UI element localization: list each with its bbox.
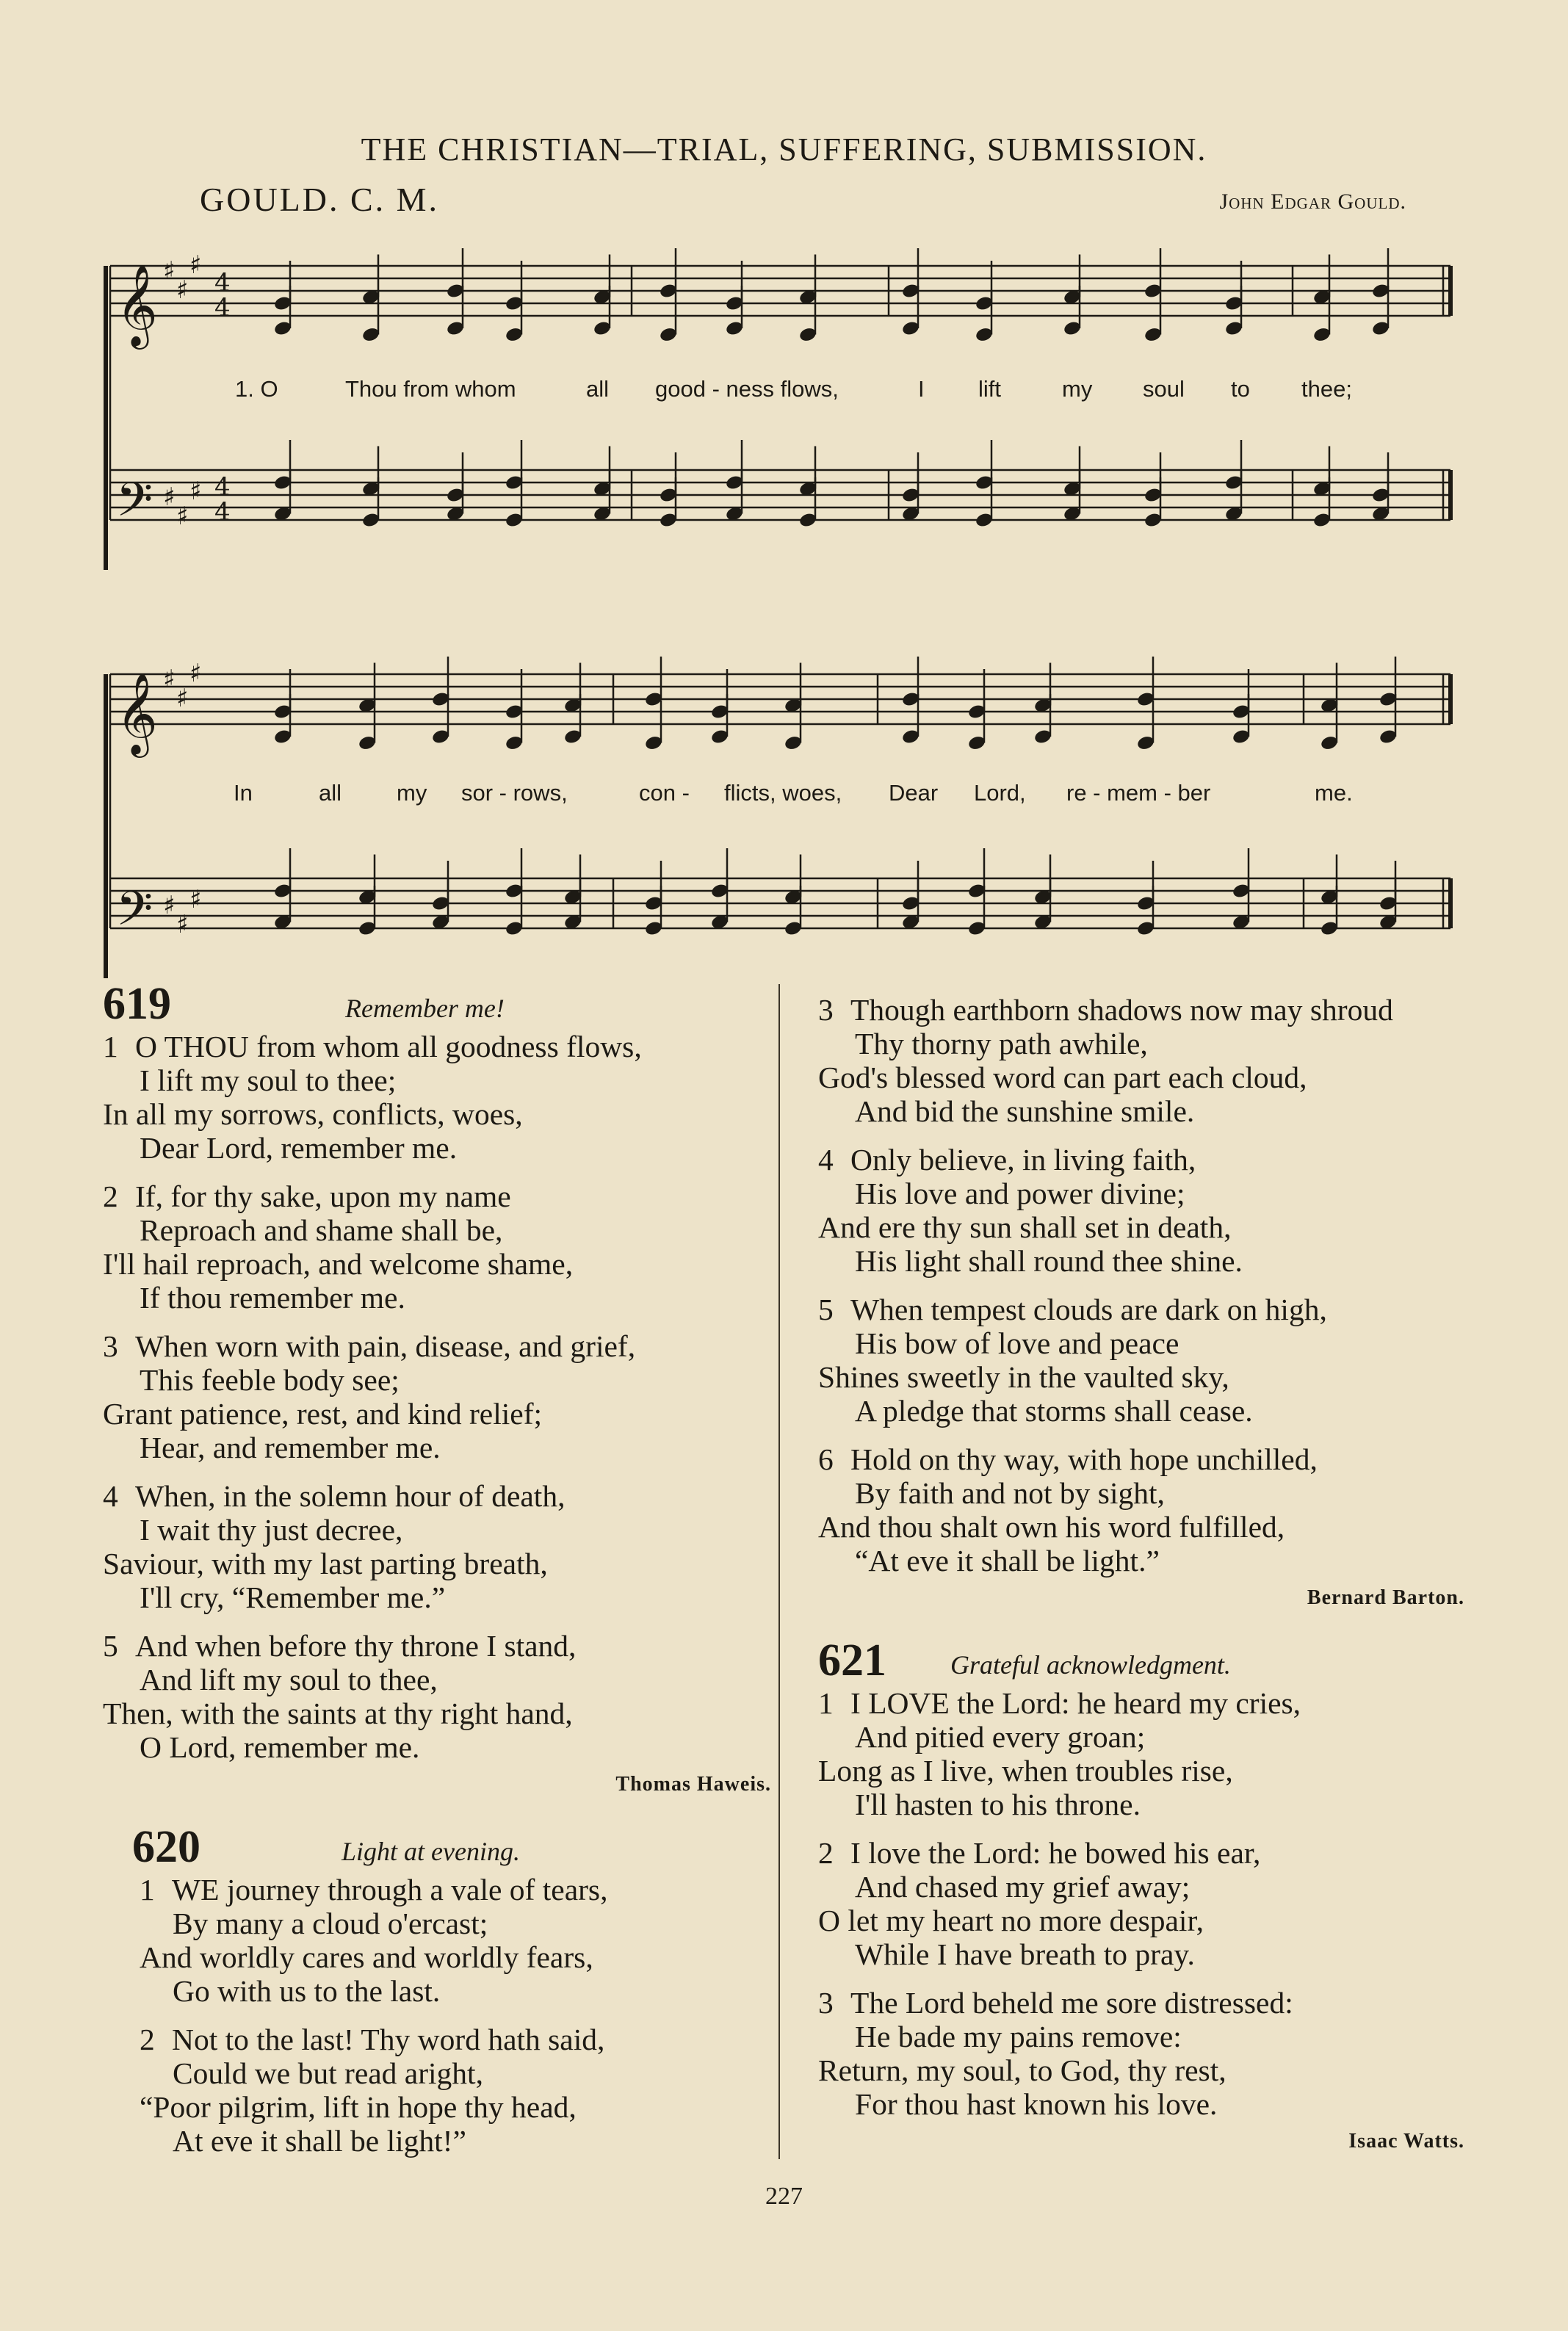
- lyric: lift: [978, 376, 1001, 402]
- treble-clef-icon: 𝄞: [116, 672, 158, 754]
- lyric: my: [1062, 376, 1093, 402]
- hymn-author: Isaac Watts.: [1348, 2130, 1464, 2153]
- sharp-icon: ♯: [176, 275, 189, 305]
- stanza: 4 When, in the solemn hour of death, I wait thy just decree, Saviour, with my last parting breath, I'll cry, “Remember me.”: [103, 1479, 566, 1614]
- sharp-icon: ♯: [176, 910, 189, 939]
- lyric: flicts, woes,: [724, 780, 842, 806]
- stanza: 2 I love the Lord: he bowed his ear, And chased my grief away; O let my heart no more despair, While I have breath to pray.: [818, 1836, 1261, 1971]
- right-column: [818, 993, 1501, 2178]
- lyric: all: [319, 780, 342, 806]
- lyric: me.: [1315, 780, 1353, 806]
- lyric: Thou from whom: [345, 376, 516, 402]
- stanza: 3 When worn with pain, disease, and grief, This feeble body see; Grant patience, rest, and kind relief; Hear, and remember me.: [103, 1329, 636, 1464]
- hymn-number: 621: [818, 1636, 886, 1685]
- lyric: Lord,: [974, 780, 1026, 806]
- hymn-title: Remember me!: [345, 994, 505, 1023]
- lyric: to: [1231, 376, 1250, 402]
- time-sig: 4: [214, 472, 231, 502]
- lyric: sor - rows,: [461, 780, 568, 806]
- time-sig: 4: [214, 497, 231, 527]
- hymn-number: 620: [132, 1822, 200, 1872]
- hymn-title: Light at evening.: [342, 1837, 520, 1866]
- lyric: re - mem - ber: [1066, 780, 1211, 806]
- lyric: thee;: [1301, 376, 1352, 402]
- hymn-author: Bernard Barton.: [1307, 1586, 1464, 1609]
- hymn-619: [103, 978, 786, 1796]
- stanza: 5 When tempest clouds are dark on high, His bow of love and peace Shines sweetly in the vaulted sky, A pledge that storms shall cease.: [818, 1293, 1327, 1428]
- sharp-icon: ♯: [189, 659, 202, 688]
- stanza: 2 If, for thy sake, upon my name Reproach and shame shall be, I'll hail reproach, and welcome shame, If thou remember me.: [103, 1179, 574, 1315]
- sharp-icon: ♯: [163, 665, 176, 694]
- left-column: [103, 971, 786, 2172]
- stanza: 6 Hold on thy way, with hope unchilled, By faith and not by sight, And thou shalt own his word fulfilled, “At eve it shall be light.”: [818, 1442, 1318, 1578]
- hymn-number: 619: [103, 979, 171, 1029]
- sharp-icon: ♯: [189, 250, 202, 280]
- lyric: 1. O: [235, 376, 278, 402]
- treble-clef-icon: 𝄞: [116, 264, 158, 346]
- stanza: 1 O THOU from whom all goodness flows, I lift my soul to thee; In all my sorrows, conflicts, woes, Dear Lord, remember me.: [103, 1030, 642, 1165]
- composer: John Edgar Gould.: [1219, 189, 1406, 214]
- sharp-icon: ♯: [176, 684, 189, 713]
- hymn-621: [818, 1635, 1501, 2153]
- stanza: 1 WE journey through a vale of tears, By many a cloud o'ercast; And worldly cares and worldly fears, Go with us to the last.: [140, 1873, 608, 2008]
- time-sig: 4: [214, 268, 231, 297]
- hymn-620: [103, 1821, 786, 2158]
- lyric: good - ness flows,: [655, 376, 839, 402]
- sharp-icon: ♯: [163, 256, 176, 286]
- page-number: 227: [765, 2183, 803, 2210]
- sharp-icon: ♯: [176, 502, 189, 531]
- tune-name: GOULD. C. M.: [200, 181, 440, 218]
- lyric: all: [586, 376, 610, 402]
- lyric: Dear: [889, 780, 939, 806]
- hymn-author: Thomas Haweis.: [615, 1773, 771, 1796]
- sharp-icon: ♯: [189, 885, 202, 914]
- stanza: 4 Only believe, in living faith, His love and power divine; And ere thy sun shall set in death, His light shall round thee shine.: [818, 1143, 1243, 1278]
- stanza: 2 Not to the last! Thy word hath said, Could we but read aright, “Poor pilgrim, lift in hope thy head, At eve it shall be light!”: [140, 2023, 605, 2158]
- hymn-title: Grateful acknowledgment.: [950, 1650, 1231, 1680]
- lyric: my: [397, 780, 427, 806]
- stanza: 5 And when before thy throne I stand, And lift my soul to thee, Then, with the saints at thy right hand, O Lord, remember me.: [103, 1629, 577, 1764]
- section-heading: THE CHRISTIAN—TRIAL, SUFFERING, SUBMISSION.: [361, 131, 1207, 167]
- stanza: 3 The Lord beheld me sore distressed: He bade my pains remove: Return, my soul, to God, thy rest, For thou hast known his love.: [818, 1986, 1293, 2121]
- lyric: In: [234, 780, 253, 806]
- bass-clef-icon: 𝄢: [116, 882, 153, 948]
- sharp-icon: ♯: [163, 891, 176, 920]
- sharp-icon: ♯: [163, 483, 176, 512]
- lyric: I: [918, 376, 925, 402]
- music-score: [0, 0, 1568, 984]
- stanza: 1 I LOVE the Lord: he heard my cries, And pitied every groan; Long as I live, when troubles rise, I'll hasten to his throne.: [818, 1686, 1301, 1821]
- lyric: soul: [1143, 376, 1185, 402]
- hymn-620-continued: [818, 993, 1501, 1610]
- bass-clef-icon: 𝄢: [116, 473, 153, 539]
- stanza: 3 Though earthborn shadows now may shroud Thy thorny path awhile, God's blessed word can part each cloud, And bid the sunshine smile.: [818, 993, 1393, 1128]
- lyric: con -: [639, 780, 690, 806]
- time-sig: 4: [214, 293, 231, 322]
- sharp-icon: ♯: [189, 477, 202, 506]
